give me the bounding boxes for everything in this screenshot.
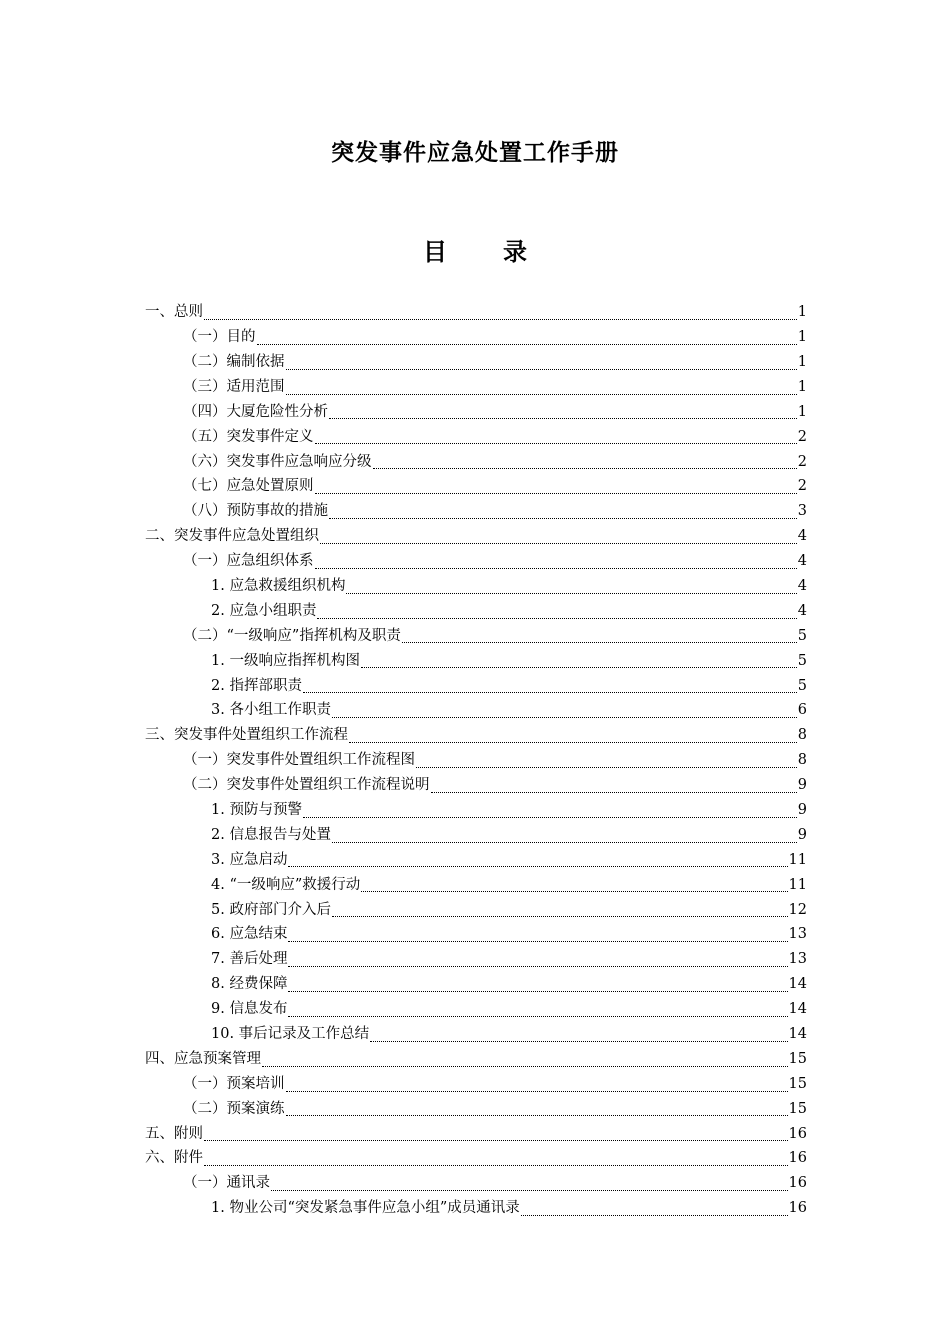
toc-entry-page: 14 [788, 976, 807, 993]
toc-entry[interactable] [145, 997, 807, 1022]
toc-entry[interactable] [145, 424, 807, 449]
toc-entry-label: 2. 指挥部职责 [211, 677, 302, 694]
toc-entry-label: （五）突发事件定义 [183, 428, 314, 445]
toc-entry[interactable] [145, 947, 807, 972]
toc-leader-dots [204, 1164, 788, 1166]
toc-entry-label: （二）预案演练 [183, 1100, 285, 1117]
toc-leader-dots [346, 592, 796, 594]
toc-heading-right: 录 [503, 238, 527, 266]
toc-entry-label: （二）编制依据 [183, 353, 285, 370]
toc-entry-label: 9. 信息发布 [211, 1001, 288, 1018]
toc-leader-dots [315, 567, 797, 569]
toc-entry-page: 16 [788, 1125, 807, 1142]
toc-entry-label: （一）目的 [183, 329, 256, 346]
toc-entry-label: 8. 经费保障 [211, 976, 288, 993]
toc-entry-page: 3 [797, 503, 807, 520]
toc-entry-page: 4 [797, 602, 807, 619]
toc-entry-page: 9 [797, 802, 807, 818]
toc-entry-label: （一）突发事件处置组织工作流程图 [183, 752, 415, 769]
toc-entry-page: 5 [797, 677, 807, 694]
toc-leader-dots [288, 990, 787, 992]
toc-entry-label: （六）突发事件应急响应分级 [183, 453, 372, 470]
toc-leader-dots [288, 865, 787, 867]
toc-leader-dots [262, 1065, 788, 1067]
toc-entry-label: 2. 信息报告与处置 [211, 826, 331, 843]
toc-entry-label: 二、突发事件应急处置组织 [145, 528, 319, 545]
toc-entry[interactable] [145, 400, 807, 425]
toc-entry-page: 15 [788, 1075, 807, 1092]
toc-entry-label: 5. 政府部门介入后 [211, 901, 331, 918]
toc-entry[interactable] [145, 823, 807, 848]
toc-entry[interactable] [145, 499, 807, 524]
toc-leader-dots [370, 1040, 787, 1042]
toc-leader-dots [320, 542, 797, 544]
toc-leader-dots [204, 1139, 788, 1141]
toc-entry[interactable] [145, 350, 807, 375]
toc-entry-page: 13 [788, 926, 807, 943]
toc-leader-dots [286, 393, 797, 395]
toc-entry[interactable] [145, 897, 807, 922]
toc-entry-label: 四、应急预案管理 [145, 1050, 261, 1067]
table-of-contents [145, 300, 807, 1221]
toc-entry-page: 11 [788, 851, 807, 868]
toc-leader-dots [303, 816, 797, 818]
toc-entry-label: （一）通讯录 [183, 1175, 270, 1192]
toc-entry-label: （四）大厦危险性分析 [183, 403, 328, 420]
toc-entry-label: 三、突发事件处置组织工作流程 [145, 727, 348, 744]
toc-leader-dots [286, 1114, 788, 1116]
toc-leader-dots [332, 841, 797, 843]
toc-entry-label: （二）“一级响应”指挥机构及职责 [183, 627, 401, 644]
document-title: 突发事件应急处置工作手册 [331, 140, 619, 166]
toc-entry[interactable] [145, 1121, 807, 1146]
toc-entry-page: 2 [797, 453, 807, 470]
toc-leader-dots [332, 716, 797, 718]
toc-leader-dots [361, 890, 787, 892]
toc-heading-left: 目 [423, 238, 447, 266]
toc-entry[interactable] [145, 624, 807, 649]
toc-entry[interactable] [145, 599, 807, 624]
toc-entry-page: 4 [797, 528, 807, 545]
toc-entry[interactable] [145, 723, 807, 748]
toc-entry-label: （七）应急处置原则 [183, 478, 314, 495]
toc-entry-page: 16 [788, 1150, 807, 1167]
toc-entry-page: 12 [788, 901, 807, 918]
toc-entry[interactable] [145, 1047, 807, 1072]
toc-entry-label: 6. 应急结束 [211, 926, 288, 943]
toc-leader-dots [431, 791, 797, 793]
toc-entry[interactable] [145, 574, 807, 599]
toc-leader-dots [286, 1090, 788, 1092]
toc-entry-page: 4 [797, 553, 807, 570]
toc-leader-dots [402, 641, 797, 643]
toc-entry-label: （二）突发事件处置组织工作流程说明 [183, 777, 430, 794]
toc-leader-dots [329, 417, 797, 419]
toc-leader-dots [288, 940, 787, 942]
toc-leader-dots [315, 442, 797, 444]
toc-entry-page: 4 [797, 577, 807, 594]
toc-entry-label: （一）应急组织体系 [183, 553, 314, 570]
toc-entry-page: 8 [797, 752, 807, 769]
toc-entry[interactable] [145, 1171, 807, 1196]
toc-entry-label: 7. 善后处理 [211, 951, 288, 968]
toc-leader-dots [521, 1214, 788, 1216]
toc-entry-label: 2. 应急小组职责 [211, 602, 317, 619]
toc-leader-dots [349, 741, 797, 743]
toc-entry-page: 5 [797, 627, 807, 644]
toc-leader-dots [288, 1015, 787, 1017]
toc-entry[interactable] [145, 449, 807, 474]
toc-entry-label: 3. 应急启动 [211, 851, 288, 868]
toc-leader-dots [373, 467, 797, 469]
toc-entry-label: 3. 各小组工作职责 [211, 702, 331, 719]
toc-entry-page: 5 [797, 652, 807, 669]
toc-leader-dots [303, 691, 797, 693]
toc-entry-label: （一）预案培训 [183, 1075, 285, 1092]
toc-entry-page: 1 [797, 329, 807, 346]
toc-entry-label: 1. 物业公司“突发紧急事件应急小组”成员通讯录 [211, 1200, 520, 1217]
toc-entry-label: 五、附则 [145, 1125, 203, 1142]
toc-entry[interactable] [145, 1146, 807, 1171]
toc-entry[interactable] [145, 549, 807, 574]
toc-entry[interactable] [145, 1022, 807, 1047]
toc-entry-page: 1 [797, 304, 807, 321]
toc-leader-dots [315, 492, 797, 494]
toc-entry-page: 15 [788, 1050, 807, 1067]
toc-entry-page: 16 [788, 1200, 807, 1217]
toc-entry[interactable] [145, 524, 807, 549]
toc-entry-label: （三）适用范围 [183, 378, 285, 395]
toc-entry[interactable] [145, 773, 807, 798]
toc-leader-dots [332, 915, 788, 917]
toc-leader-dots [286, 368, 797, 370]
toc-entry-label: 1. 一级响应指挥机构图 [211, 652, 360, 669]
toc-entry-page: 1 [797, 403, 807, 420]
toc-entry[interactable] [145, 300, 807, 325]
toc-entry-page: 8 [797, 727, 807, 744]
toc-entry-label: 10. 事后记录及工作总结 [211, 1026, 370, 1043]
toc-leader-dots [361, 666, 797, 668]
toc-entry[interactable] [145, 1097, 807, 1122]
toc-entry-label: （八）预防事故的措施 [183, 503, 328, 520]
toc-entry-page: 11 [788, 876, 807, 893]
toc-entry[interactable] [145, 972, 807, 997]
toc-entry-page: 6 [797, 702, 807, 719]
toc-entry-page: 9 [797, 826, 807, 843]
toc-entry-page: 14 [788, 1026, 807, 1043]
toc-leader-dots [204, 318, 797, 320]
toc-leader-dots [317, 617, 796, 619]
toc-entry-page: 9 [797, 777, 807, 794]
toc-entry[interactable] [145, 922, 807, 947]
toc-entry-label: 六、附件 [145, 1150, 203, 1167]
toc-entry[interactable] [145, 375, 807, 400]
toc-entry-page: 15 [788, 1100, 807, 1117]
toc-entry[interactable] [145, 698, 807, 723]
toc-entry-page: 14 [788, 1001, 807, 1018]
toc-leader-dots [329, 517, 797, 519]
toc-entry-label: 1. 应急救援组织机构 [211, 577, 346, 594]
toc-entry-page: 16 [788, 1175, 807, 1192]
toc-entry[interactable] [145, 1196, 807, 1221]
toc-entry[interactable] [145, 325, 807, 350]
toc-entry[interactable] [145, 673, 807, 698]
toc-entry-label: 4. “一级响应”救援行动 [211, 876, 361, 893]
toc-heading [0, 232, 950, 267]
toc-entry-page: 1 [797, 353, 807, 370]
toc-entry-label: 1. 预防与预警 [211, 802, 302, 818]
toc-entry[interactable] [145, 872, 807, 897]
toc-entry[interactable] [145, 798, 807, 823]
toc-leader-dots [288, 965, 787, 967]
toc-entry[interactable] [145, 648, 807, 673]
toc-leader-dots [416, 766, 797, 768]
toc-entry-page: 2 [797, 478, 807, 495]
toc-entry[interactable] [145, 848, 807, 873]
toc-entry[interactable] [145, 1072, 807, 1097]
toc-entry[interactable] [145, 474, 807, 499]
toc-leader-dots [271, 1189, 788, 1191]
toc-leader-dots [257, 343, 797, 345]
toc-entry-page: 2 [797, 428, 807, 445]
toc-entry-page: 1 [797, 378, 807, 395]
toc-entry-page: 13 [788, 951, 807, 968]
toc-entry[interactable] [145, 748, 807, 773]
toc-entry-label: 一、总则 [145, 304, 203, 321]
